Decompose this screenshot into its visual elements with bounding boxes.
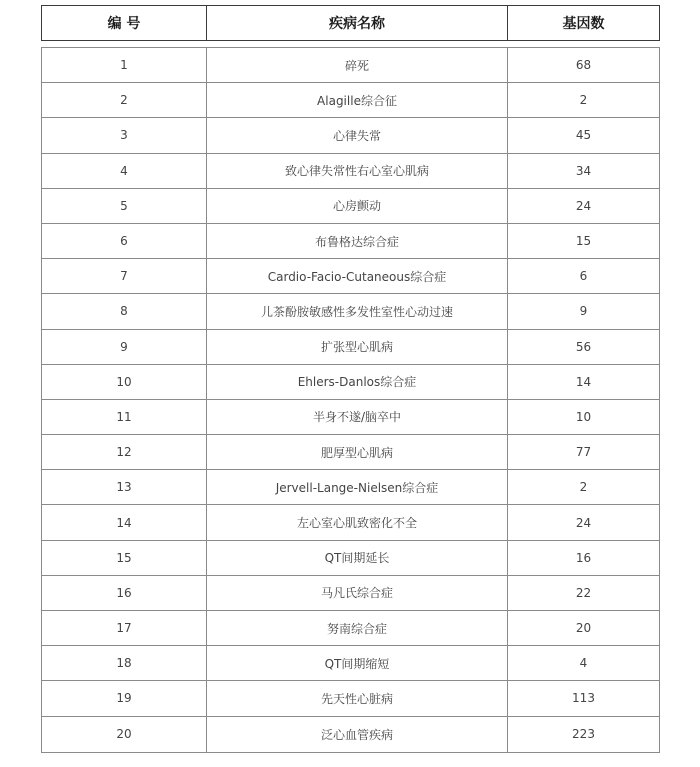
row-id-cell: 16 <box>42 576 207 610</box>
row-gene-count-cell: 223 <box>572 727 595 742</box>
table-body <box>41 47 660 753</box>
row-disease-cell: QT间期延长 <box>207 541 508 575</box>
row-gene-count-cell: 24 <box>575 198 592 213</box>
table-row <box>42 224 659 259</box>
row-id-cell: 11 <box>42 400 207 434</box>
table-row <box>42 365 659 400</box>
table-row <box>42 118 659 153</box>
row-disease-cell: Alagille综合征 <box>207 83 508 117</box>
row-gene-count-cell: 24 <box>575 515 592 530</box>
row-disease-cell: 泛心血管疾病 <box>207 717 508 752</box>
row-id-cell: 4 <box>42 154 207 188</box>
row-disease-cell: 扩张型心肌病 <box>207 330 508 364</box>
row-gene-count-cell: 2 <box>579 480 588 495</box>
row-disease-cell: 心房颤动 <box>207 189 508 223</box>
row-disease-cell: QT间期缩短 <box>207 646 508 680</box>
header-id: 编 号 <box>42 6 207 40</box>
row-disease-cell: 布鲁格达综合症 <box>207 224 508 258</box>
row-disease-cell: 先天性心脏病 <box>207 681 508 715</box>
row-disease-cell: Jervell-Lange-Nielsen综合症 <box>207 470 508 504</box>
row-gene-count-cell: 56 <box>575 339 592 354</box>
row-gene-count-cell: 34 <box>575 163 592 178</box>
row-id-cell: 20 <box>42 717 207 752</box>
row-gene-count-cell: 9 <box>579 304 588 319</box>
row-id-cell: 10 <box>42 365 207 399</box>
row-disease-cell: 碎死 <box>207 48 508 82</box>
table-row <box>42 435 659 470</box>
table-row <box>42 717 659 752</box>
row-id-cell: 15 <box>42 541 207 575</box>
row-disease-cell: 半身不遂/脑卒中 <box>207 400 508 434</box>
row-id-cell: 2 <box>42 83 207 117</box>
row-id-cell: 17 <box>42 611 207 645</box>
row-id-cell: 12 <box>42 435 207 469</box>
row-id-cell: 3 <box>42 118 207 152</box>
row-disease-cell: 努南综合症 <box>207 611 508 645</box>
row-id-cell: 5 <box>42 189 207 223</box>
row-disease-cell: 儿茶酚胺敏感性多发性室性心动过速 <box>207 294 508 328</box>
table-row <box>42 259 659 294</box>
table-row <box>42 611 659 646</box>
row-gene-count-cell: 6 <box>579 269 588 284</box>
header-disease-name: 疾病名称 <box>207 6 508 40</box>
table-row <box>42 505 659 540</box>
row-gene-count-cell: 4 <box>579 656 588 671</box>
row-id-cell: 8 <box>42 294 207 328</box>
row-disease-cell: 心律失常 <box>207 118 508 152</box>
row-gene-count-cell: 68 <box>575 58 592 73</box>
table-row <box>42 154 659 189</box>
row-gene-count-cell: 16 <box>575 550 592 565</box>
row-disease-cell: 马凡氏综合症 <box>207 576 508 610</box>
row-gene-count-cell: 113 <box>572 691 595 706</box>
row-gene-count-cell: 10 <box>575 409 592 424</box>
row-gene-count-cell: 77 <box>575 445 592 460</box>
row-id-cell: 19 <box>42 681 207 715</box>
table-row <box>42 541 659 576</box>
row-id-cell: 7 <box>42 259 207 293</box>
table-row <box>42 330 659 365</box>
table-row <box>42 646 659 681</box>
row-gene-count-cell: 15 <box>575 234 592 249</box>
row-gene-count-cell: 14 <box>575 374 592 389</box>
table-row <box>42 294 659 329</box>
table-row <box>42 189 659 224</box>
table-row <box>42 400 659 435</box>
row-id-cell: 1 <box>42 48 207 82</box>
table-header <box>41 5 660 41</box>
row-gene-count-cell: 45 <box>575 128 592 143</box>
row-id-cell: 18 <box>42 646 207 680</box>
row-disease-cell: 左心室心肌致密化不全 <box>207 505 508 539</box>
table-row <box>42 576 659 611</box>
row-id-cell: 9 <box>42 330 207 364</box>
row-gene-count-cell: 22 <box>575 585 592 600</box>
row-id-cell: 13 <box>42 470 207 504</box>
row-disease-cell: 致心律失常性右心室心肌病 <box>207 154 508 188</box>
table-row <box>42 681 659 716</box>
row-gene-count-cell: 20 <box>575 621 592 636</box>
table-row <box>42 470 659 505</box>
table-row <box>42 48 659 83</box>
row-disease-cell: 肥厚型心肌病 <box>207 435 508 469</box>
row-id-cell: 6 <box>42 224 207 258</box>
row-disease-cell: Ehlers-Danlos综合症 <box>207 365 508 399</box>
header-gene-count: 基因数 <box>562 16 605 32</box>
row-gene-count-cell: 2 <box>579 93 588 108</box>
table-row <box>42 83 659 118</box>
row-disease-cell: Cardio-Facio-Cutaneous综合症 <box>207 259 508 293</box>
row-id-cell: 14 <box>42 505 207 539</box>
